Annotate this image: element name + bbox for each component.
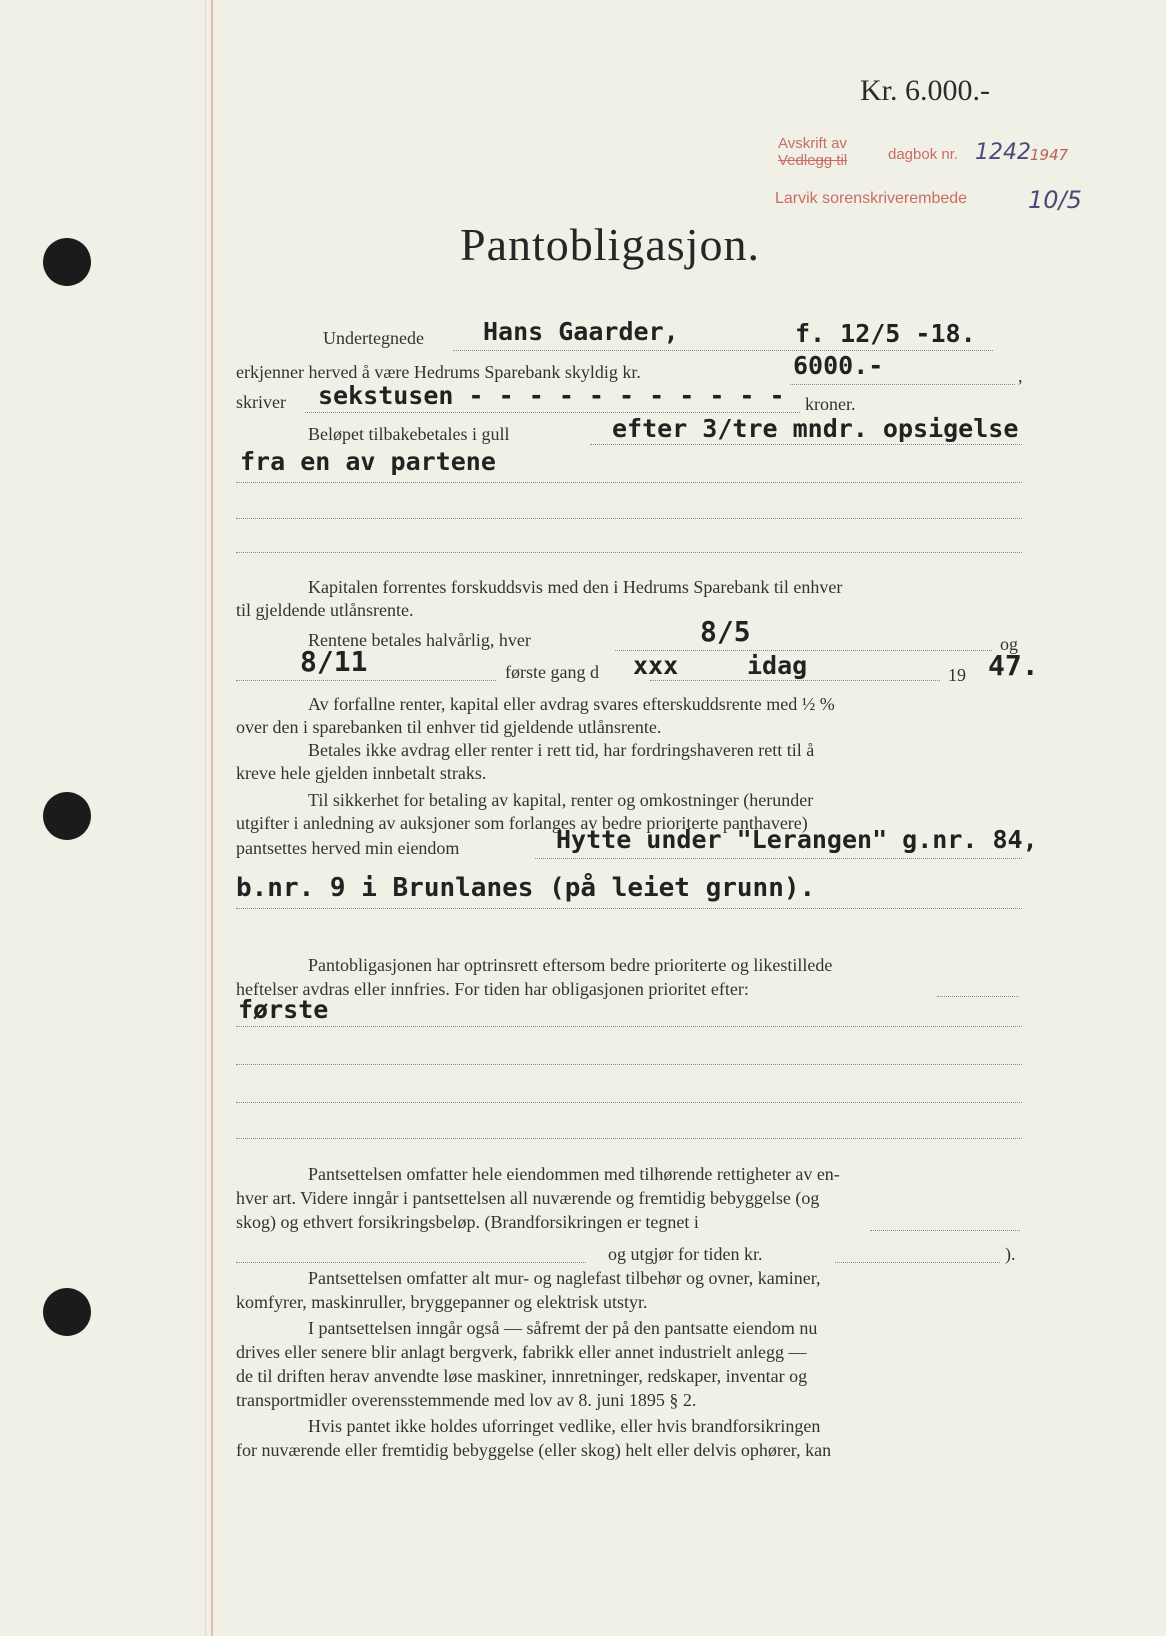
p4-line-2: komfyrer, maskinruller, bryggepanner og elektrisk utstyr. bbox=[236, 1292, 648, 1312]
margin-line bbox=[211, 0, 213, 1636]
stamp-vedlegg: Vedlegg til bbox=[778, 152, 848, 169]
amount-header: Kr. 6.000.- bbox=[860, 74, 990, 107]
p3-line-1: Pantsettelsen omfatter hele eiendommen med tilhørende rettigheter av en- bbox=[308, 1164, 840, 1184]
debtor-birthdate: f. 12/5 -18. bbox=[795, 319, 976, 348]
og-label: og bbox=[1000, 634, 1018, 654]
p3-line-4a: og utgjør for tiden kr. bbox=[608, 1244, 763, 1264]
rule-insurance bbox=[870, 1230, 1020, 1231]
punch-hole-top bbox=[43, 238, 91, 286]
p3-line-4b: ). bbox=[1005, 1244, 1016, 1264]
p5-line-3: de til driften herav anvendte løse maskiner, innretninger, redskaper, inventar og bbox=[236, 1366, 808, 1386]
interest-date-1: 8/5 bbox=[700, 615, 751, 648]
rule-priority-2 bbox=[236, 1064, 1022, 1065]
stamp-avskrift: Avskrift av bbox=[778, 135, 847, 152]
repayment-terms-2: fra en av partene bbox=[240, 447, 496, 476]
kapitalen-line-2: til gjeldende utlånsrente. bbox=[236, 600, 414, 620]
p5-line-1: I pantsettelsen inngår også — såfremt der på den pantsatte eiendom nu bbox=[308, 1318, 818, 1338]
forfallne-line-2: over den i sparebanken til enhver tid gjeldende utlånsrente. bbox=[236, 717, 662, 737]
rule-priority-1 bbox=[236, 1026, 1022, 1027]
dagbok-number: 1242 bbox=[975, 140, 1031, 165]
rule-insurance-2 bbox=[236, 1262, 586, 1263]
rule-repay-2 bbox=[236, 482, 1022, 483]
p4-line-1: Pantsettelsen omfatter alt mur- og naglefast tilbehør og ovner, kaminer, bbox=[308, 1268, 821, 1288]
struck-day: xxx bbox=[633, 651, 679, 680]
rentene-text: Rentene betales halvårlig, hver bbox=[308, 630, 531, 650]
forste-gang-label: første gang d bbox=[505, 662, 599, 682]
p6-line-1: Hvis pantet ikke holdes uforringet vedlike, eller hvis brandforsikringen bbox=[308, 1416, 821, 1436]
p3-line-2: hver art. Videre inngår i pantsettelsen all nuværende og fremtidig bebyggelse (og bbox=[236, 1188, 820, 1208]
skriver-label: skriver bbox=[236, 392, 286, 412]
priority-value: første bbox=[238, 995, 329, 1024]
p5-line-4: transportmidler overensstemmende med lov av 8. juni 1895 § 2. bbox=[236, 1390, 697, 1410]
stamp-office: Larvik sorenskriverembede bbox=[775, 190, 968, 207]
property-line-1: Hytte under "Lerangen" g.nr. 84, bbox=[556, 825, 1038, 854]
p6-line-2: for nuværende eller fremtidig bebyggelse (eller skog) helt eller delvis ophører, kan bbox=[236, 1440, 832, 1460]
rule-priority-inline bbox=[937, 996, 1019, 997]
comma: , bbox=[1018, 366, 1023, 386]
undertegnede-label: Undertegnede bbox=[323, 328, 424, 348]
rule-priority-4 bbox=[236, 1138, 1022, 1139]
pantsettes-text: pantsettes herved min eiendom bbox=[236, 838, 460, 858]
rule-property-1 bbox=[535, 858, 1022, 859]
rule-date-2 bbox=[236, 680, 496, 681]
rule-first-date bbox=[650, 680, 940, 681]
forfallne-line-1: Av forfallne renter, kapital eller avdrag svares efterskuddsrente med ½ % bbox=[308, 694, 835, 714]
rule-repay-4 bbox=[236, 552, 1022, 553]
p5-line-2: drives eller senere blir anlagt bergverk, fabrikk eller annet industrielt anlegg — bbox=[236, 1342, 807, 1362]
stamp-dagbok: dagbok nr. bbox=[888, 146, 959, 163]
rule-repay-3 bbox=[236, 518, 1022, 519]
rule-amount-insured bbox=[835, 1262, 1000, 1263]
interest-date-2: 8/11 bbox=[300, 645, 368, 678]
rule-words bbox=[305, 412, 800, 413]
kapitalen-line-1: Kapitalen forrentes forskuddsvis med den i Hedrums Sparebank til enhver bbox=[308, 577, 843, 597]
kroner-label: kroner. bbox=[805, 394, 856, 414]
rule-repay-1 bbox=[590, 444, 1022, 445]
punch-hole-bottom bbox=[43, 1288, 91, 1336]
rule-priority-3 bbox=[236, 1102, 1022, 1103]
amount-digits: 6000.- bbox=[793, 351, 884, 380]
amount-words: sekstusen - - - - - - - - - - - bbox=[318, 381, 785, 410]
sikkerhet-line-2: utgifter i anledning av auksjoner som forlanges av bedre prioriterte panthavere) bbox=[236, 813, 808, 833]
punch-hole-middle bbox=[43, 792, 91, 840]
margin-line-faint bbox=[205, 0, 206, 1636]
repayment-terms-1: efter 3/tre mndr. opsigelse bbox=[612, 414, 1019, 443]
page-title: Pantobligasjon. bbox=[460, 219, 760, 270]
pantoblig-line-2: heftelser avdras eller innfries. For tiden har obligasjonen prioritet efter: bbox=[236, 979, 749, 999]
debtor-name: Hans Gaarder, bbox=[483, 317, 679, 346]
rule-name bbox=[453, 350, 993, 351]
year-prefix: 19 bbox=[948, 665, 966, 685]
rule-amount bbox=[790, 384, 1015, 385]
erkjenner-text: erkjenner herved å være Hedrums Sparebank skyldig kr. bbox=[236, 362, 641, 382]
office-date: 10/5 bbox=[1028, 186, 1082, 214]
betales-line-1: Betales ikke avdrag eller renter i rett tid, har fordringshaveren rett til å bbox=[308, 740, 815, 760]
first-date-idag: idag bbox=[747, 651, 808, 680]
rule-property-2 bbox=[236, 908, 1022, 909]
property-line-2: b.nr. 9 i Brunlanes (på leiet grunn). bbox=[236, 873, 816, 903]
p3-line-3: skog) og ethvert forsikringsbeløp. (Brandforsikringen er tegnet i bbox=[236, 1212, 699, 1232]
year-suffix: 47. bbox=[988, 649, 1039, 682]
sikkerhet-line-1: Til sikkerhet for betaling av kapital, renter og omkostninger (herunder bbox=[308, 790, 814, 810]
betales-line-2: kreve hele gjelden innbetalt straks. bbox=[236, 763, 487, 783]
belopet-text: Beløpet tilbakebetales i gull bbox=[308, 424, 510, 444]
dagbok-year: 1947 bbox=[1030, 146, 1069, 164]
pantoblig-line-1: Pantobligasjonen har optrinsrett eftersom bedre prioriterte og likestillede bbox=[308, 955, 833, 975]
